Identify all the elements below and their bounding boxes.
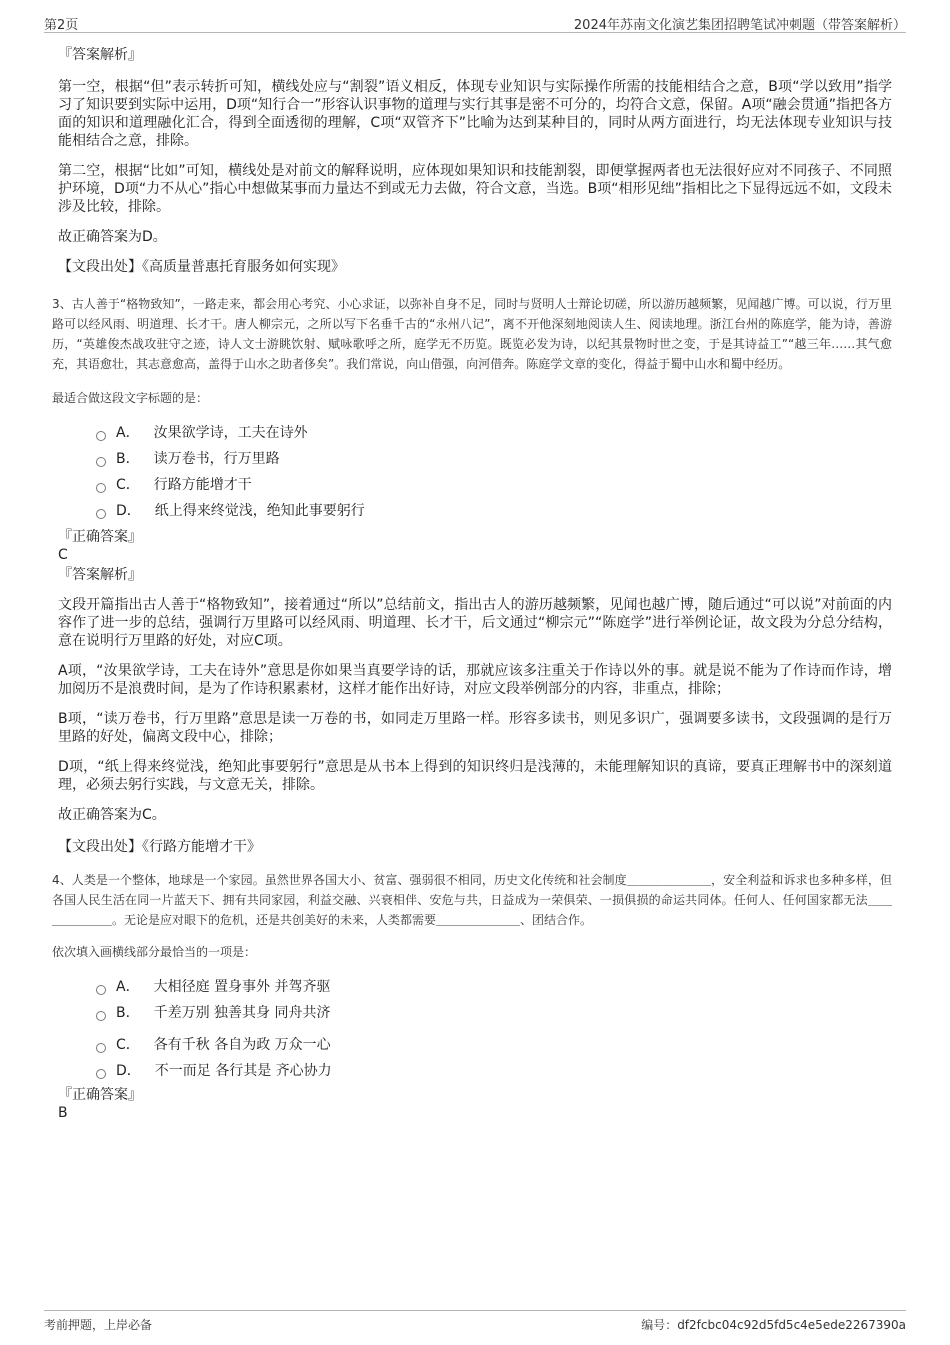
q3-analysis-para4: D项，“纸上得来终觉浅，绝知此事要躬行”意思是从书本上得到的知识终归是浅薄的，未能理解知识的真谛，要真正理解书中的深刻道理，必须去躬行实践，与文意无关，排除。 — [58, 759, 892, 793]
q4-blank-1: ＿＿＿＿＿＿＿ — [626, 873, 712, 887]
q3-option-d[interactable]: D． 纸上得来终觉浅，绝知此事要躬行 — [96, 498, 892, 524]
page-number: 第2页 — [44, 18, 79, 33]
q3-options — [96, 420, 892, 524]
q2-analysis-para2: 第二空，根据“比如”可知，横线处是对前文的解释说明，应体现如果知识和技能割裂，即便掌握两者也无法很好应对不同孩子、不同照护环境，D项“力不从心”指心中想做某事而力量达不到或无力去做，符合文意，当选。B项“相形见绌”指相比之下显得远远不如，文段未涉及比较，排除。 — [58, 163, 892, 215]
radio-icon[interactable] — [96, 1043, 106, 1053]
q2-conclusion: 故正确答案为D。 — [58, 229, 167, 245]
q3-option-a[interactable]: A． 汝果欲学诗，工夫在诗外 — [96, 420, 892, 446]
q4-prompt: 依次填入画横线部分最恰当的一项是： — [52, 945, 257, 959]
q4-option-b[interactable]: B． 千差万别 独善其身 同舟共济 — [96, 1000, 892, 1026]
radio-icon[interactable] — [96, 431, 106, 441]
page-content — [52, 46, 892, 1122]
q3-option-b[interactable]: B． 读万卷书，行万里路 — [96, 446, 892, 472]
q3-stem: 3、古人善于“格物致知”，一路走来，都会用心考究、小心求证，以弥补自身不足，同时与贤明人士辩论切磋，所以游历越频繁，见闻越广博。可以说，行万里路可以经风雨、明道理、长才干。唐人柳宗元，之所以写下名垂千古的“永州八记”，离不开他深刻地阅读人生、阅读地理。浙江台州的陈庭学，能为诗，善游历，“英雄俊杰战攻驻守之迹，诗人文士游眺饮射、赋咏歌呼之所，庭学无不历览。既览必发为诗，以纪其景物时世之变，于是其诗益工”“越三年……其气愈充，其语愈壮，其志意愈高，盖得于山水之助者侈矣”。我们常说，向山借强，向河借奔。陈庭学文章的变化，得益于蜀中山水和蜀中经历。 — [52, 297, 892, 371]
q4-blank-2: ＿＿＿＿＿＿＿ — [52, 893, 892, 927]
q2-analysis-label: 『答案解析』 — [58, 47, 142, 63]
q3-prompt: 最适合做这段文字标题的是： — [52, 391, 209, 405]
q4-answer: B — [58, 1105, 68, 1121]
radio-icon[interactable] — [96, 483, 106, 493]
q3-source: 【文段出处】《行路方能增才干》 — [58, 839, 261, 855]
radio-icon[interactable] — [96, 457, 106, 467]
radio-icon[interactable] — [96, 1069, 106, 1079]
q3-analysis-para2: A项，“汝果欲学诗，工夫在诗外”意思是你如果当真要学诗的话，那就应该多注重关于作诗以外的事。就是说不能为了作诗而作诗，增加阅历不是浪费时间，是为了作诗积累素材，这样才能作出好诗，对应文段举例部分的内容，非重点，排除； — [58, 663, 892, 697]
footer-id: 编号：df2fcbc04c92d5fd5c4e5ede2267390a — [641, 1318, 906, 1332]
page-footer — [44, 1310, 906, 1337]
q3-answer-label: 『正确答案』 — [58, 529, 142, 545]
radio-icon[interactable] — [96, 985, 106, 995]
q4-blank-3: ＿＿＿＿＿＿＿ — [436, 913, 521, 927]
radio-icon[interactable] — [96, 1011, 106, 1021]
q2-source: 【文段出处】《高质量普惠托育服务如何实现》 — [58, 259, 345, 275]
q3-option-c[interactable]: C． 行路方能增才干 — [96, 472, 892, 498]
radio-icon[interactable] — [96, 509, 106, 519]
q3-analysis-para1: 文段开篇指出古人善于“格物致知”，接着通过“所以”总结前文，指出古人的游历越频繁，见闻也越广博，随后通过“可以说”对前面的内容作了进一步的总结，强调行万里路可以经风雨、明道理、长才干，后文通过“柳宗元”“陈庭学”进行举例论证，故文段为分总分结构，意在说明行万里路的好处，对应C项。 — [58, 597, 892, 649]
q3-analysis-para3: B项，“读万卷书，行万里路”意思是读一万卷的书，如同走万里路一样。形容多读书，则见多识广，强调要多读书，文段强调的是行万里路的好处，偏离文段中心，排除； — [58, 711, 892, 745]
footer-slogan: 考前押题，上岸必备 — [44, 1318, 153, 1332]
q4-answer-label: 『正确答案』 — [58, 1087, 142, 1103]
q4-option-d[interactable]: D． 不一而足 各行其是 齐心协力 — [96, 1058, 892, 1084]
q2-analysis-para1: 第一空，根据“但”表示转折可知，横线处应与“割裂”语义相反，体现专业知识与实际操作所需的技能相结合之意，B项“学以致用”指学习了知识要到实际中运用，D项“知行合一”形容认识事物的道理与实行其事是密不可分的，均符合文意，保留。A项“融会贯通”指把各方面的知识和道理融化汇合，得到全面透彻的理解，C项“双管齐下”比喻为达到某种目的，同时从两方面进行，均无法体现专业知识与技能相结合之意，排除。 — [58, 79, 892, 149]
q3-answer: C — [58, 547, 68, 563]
document-title: 2024年苏南文化演艺集团招聘笔试冲刺题（带答案解析） — [573, 18, 906, 33]
page-header — [44, 12, 906, 33]
q4-stem: 4、人类是一个整体，地球是一个家园。虽然世界各国大小、贫富、强弱很不相同，历史文化传统和社会制度＿＿＿＿＿＿＿，安全利益和诉求也多种多样，但各国人民生活在同一片蓝天下、拥有共同家园，利益交融、兴衰相伴、安危与共，日益成为一荣俱荣、一损俱损的命运共同体。任何人、任何国家都无法＿＿＿＿＿＿＿。无论是应对眼下的危机，还是共创美好的未来，人类都需要＿＿＿＿＿＿＿、团结合作。 — [52, 873, 892, 927]
q4-option-c[interactable]: C． 各有千秋 各自为政 万众一心 — [96, 1032, 892, 1058]
q4-options — [96, 974, 892, 1084]
q4-option-a[interactable]: A． 大相径庭 置身事外 并驾齐驱 — [96, 974, 892, 1000]
q3-conclusion: 故正确答案为C。 — [58, 807, 166, 823]
q3-analysis-label: 『答案解析』 — [58, 567, 142, 583]
